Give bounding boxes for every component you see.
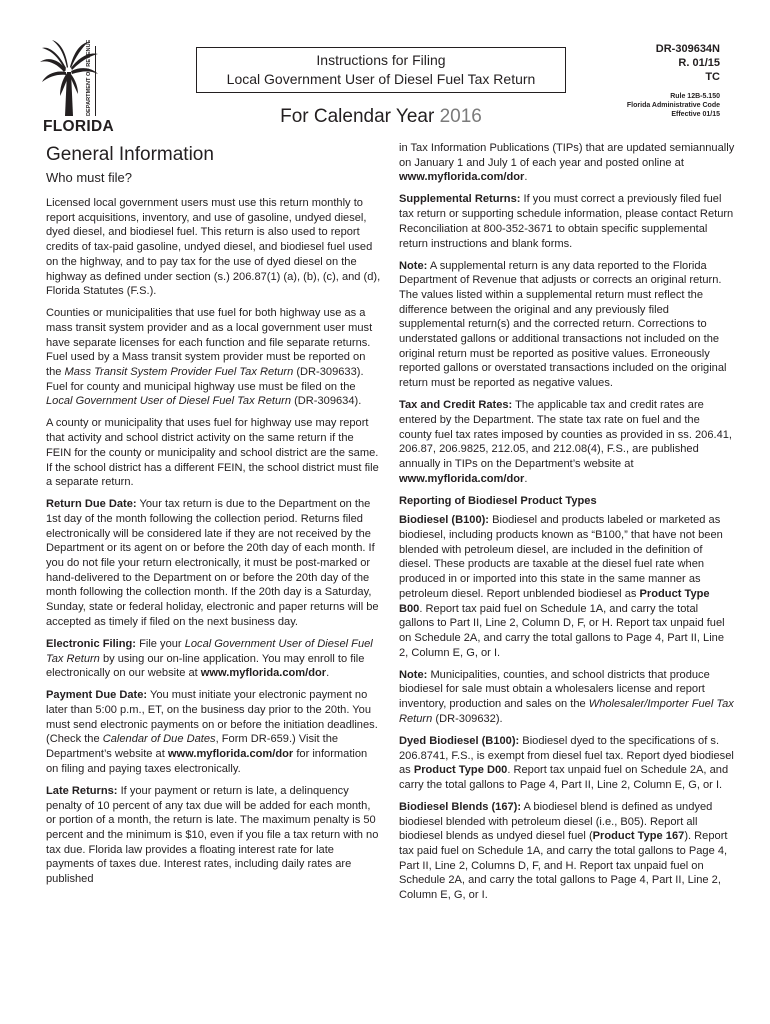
paragraph-biodiesel-note: Note: Municipalities, counties, and school districts that produce biodiesel for sale must obtain a wholesalers license and report inventory, production and sales on the Wholesaler/Importer Fuel Tax Return (DR-309632).: [399, 668, 734, 725]
effective-date: Effective 01/15: [671, 111, 720, 118]
admin-code: Florida Administrative Code: [626, 102, 720, 109]
document-title-box: [196, 47, 566, 93]
website-link[interactable]: www.myflorida.com/dor: [399, 171, 525, 184]
calendar-year-heading: [196, 106, 566, 128]
paragraph-supplemental-note: Note: A supplemental return is any data reported to the Florida Department of Revenue that adjusts or corrects an original return. The values listed within a supplemental return must reflect the difference between the original and any previously filed supplemental return(s) and the corrected return. Corrections to understated gallons or additional transactions not included on the original return must be reported as positive values. Erroneously reported gallons or overstated transactions included on the original return must be reported as negative values.: [399, 259, 727, 390]
paragraph-tax-credit-rates: Tax and Credit Rates: The applicable tax and credit rates are entered by the Department. The state tax rate on fuel and the county fuel tax rates imposed by counties as provided in ss. 206.41, 206.87, 206.9825, 212.05, and 212.08(4), F.S., are published annually in TIPs on the Department’s website at www.myflorida.com/dor.: [399, 399, 733, 485]
florida-wordmark: FLORIDA: [43, 118, 114, 135]
paragraph-biodiesel-b100: Biodiesel (B100): Biodiesel and products labeled or marketed as biodiesel, including products known as “B100,” that have not been blended with petroleum diesel, are included in the definition of diesel. These products are taxable at the diesel fuel rate when produced in or imported into this state in the same manner as petroleum diesel. Report unblended biodiesel as Product Type B00. Report tax paid fuel on Schedule 1A, and carry the total gallons to Part II, Line 2, Column D, F, or H. Report tax unpaid fuel on Schedule 2A, and carry the total gallons to Page 4, Part II, Line 2, Column E, G, or I.: [399, 514, 725, 659]
logo-department-text: DEPARTMENT OF REVENUE: [86, 40, 92, 116]
paragraph-electronic-filing: Electronic Filing: File your Local Government User of Diesel Fuel Tax Return by using our on-line application. You may enroll to file electronically on our website at www.myflorida.com/dor.: [46, 637, 373, 680]
paragraph-payment-due-date: Payment Due Date: You must initiate your electronic payment no later than 5:00 p.m., ET, on the business day prior to the 20th. You must send electronic payments on or before the initiation deadlines. (Check the Calendar of Due Dates, Form DR-659.) Visit the Department’s website at www.myflorida.com/dor for information on filing and paying taxes electronically.: [46, 689, 378, 775]
website-link[interactable]: www.myflorida.com/dor: [167, 748, 294, 761]
logo-divider: [95, 46, 96, 116]
rule-citation: [627, 92, 720, 119]
website-link[interactable]: www.myflorida.com/dor: [200, 667, 327, 680]
paragraph-dyed-biodiesel: Dyed Biodiesel (B100): Biodiesel dyed to the specifications of s. 206.8741, F.S., is exempt from diesel fuel tax. Report dyed biodiesel as Product Type D00. Report tax unpaid fuel on Schedule 2A, and carry the total gallons to Page 4, Part II, Line 2, Column E, G, or I.: [399, 734, 734, 791]
paragraph-licensed-users: Licensed local government users must use this return monthly to report acquisitions, inventory, and use of gasoline, undyed diesel, dyed diesel, and biodiesel fuel. This return is also used to report credits of tax-paid gasoline, undyed diesel, and biodiesel fuel used on the highway, and to pay tax for the use of dyed diesel on the highway as defined under section (s.) 206.87(1) (a), (b), (c), and (d), Florida Statutes (F.S.).: [46, 197, 381, 298]
paragraph-return-due-date: Return Due Date: Your tax return is due to the Department on the 1st day of the month following the collection period. Returns filed electronically will be considered late if they are not received by the Department or its agent on or before the 20th day of each month. If you do not file your return electronically, it must be post-marked or hand-delivered to the Department on or before the 20th day of the month following the collection month. If the 20th day is a Saturday, Sunday, state or federal holiday, electronic and paper returns will be accepted as timely if filed on the next business day.: [46, 498, 379, 628]
paragraph-biodiesel-blends: Biodiesel Blends (167): A biodiesel blend is defined as undyed biodiesel blended with petroleum diesel (i.e., B05). Report all biodiesel blends as undyed diesel fuel (Product Type 167). Report tax paid fuel on Schedule 1A, and carry the total gallons to Page 4, Part II, Line 2, Columns D, F, and H. Report tax unpaid fuel on Schedule 2A, and carry the total gallons to Page 4, Part II, Line 2, Column E, G, or I.: [399, 800, 728, 902]
website-link[interactable]: www.myflorida.com/dor: [399, 472, 525, 485]
paragraph-school-district: A county or municipality that uses fuel for highway use may report that activity and school district activity on the same return if the FEIN for the county or municipality and school district are the same. If the school district has a different FEIN, the school district must file a separate return.: [46, 417, 379, 489]
form-number: DR-309634N: [655, 43, 720, 55]
form-identifier: [656, 42, 720, 84]
year-value: 2016: [439, 106, 482, 127]
title-line-1: Instructions for Filing: [316, 52, 446, 68]
paragraph-supplemental-returns: Supplemental Returns: If you must correct a previously filed fuel tax return or supporting schedule information, please contact Return Reconciliation at 800-352-3671 to obtain specific supplemental return instructions and blank forms.: [399, 193, 734, 250]
heading-biodiesel-product-types: Reporting of Biodiesel Product Types: [399, 494, 597, 507]
paragraph-late-returns: Late Returns: If your payment or return is late, a delinquency penalty of 10 percent of any tax due will be added for each month, or portion of a month, the return is late. The maximum penalty is 50 percent and the minimum is $10, even if you file a tax return with no tax due. Florida law provides a floating interest rate for late payments of taxes due. Interest rates, including daily rates are published: [46, 784, 379, 886]
subheading-who-must-file: Who must file?: [46, 170, 132, 185]
title-line-2: Local Government User of Diesel Fuel Tax Return: [226, 71, 536, 87]
paragraph-tips-continued: in Tax Information Publications (TIPs) that are updated semiannually on January 1 and July 1 of each year and posted online at www.myflorida.com/dor.: [399, 142, 735, 184]
form-revision: R. 01/15: [678, 57, 720, 69]
rule-number: Rule 12B-5.150: [670, 93, 720, 100]
form-tc: TC: [705, 71, 720, 83]
year-prefix: For Calendar Year: [280, 106, 435, 127]
right-column: [399, 141, 735, 910]
paragraph-counties-municipalities: Counties or municipalities that use fuel for both highway use as a mass transit system provider and as a local government user must have separate licenses for each function and file separate returns. Fuel used by a Mass transit system provider must be reported on the Mass Transit System Provider Fuel Tax Return (DR-309633). Fuel for county and municipal highway use must be filed on the Local Government User of Diesel Fuel Tax Return (DR-309634).: [46, 307, 373, 408]
left-column: [46, 141, 382, 894]
section-heading-general-information: General Information: [46, 144, 214, 165]
